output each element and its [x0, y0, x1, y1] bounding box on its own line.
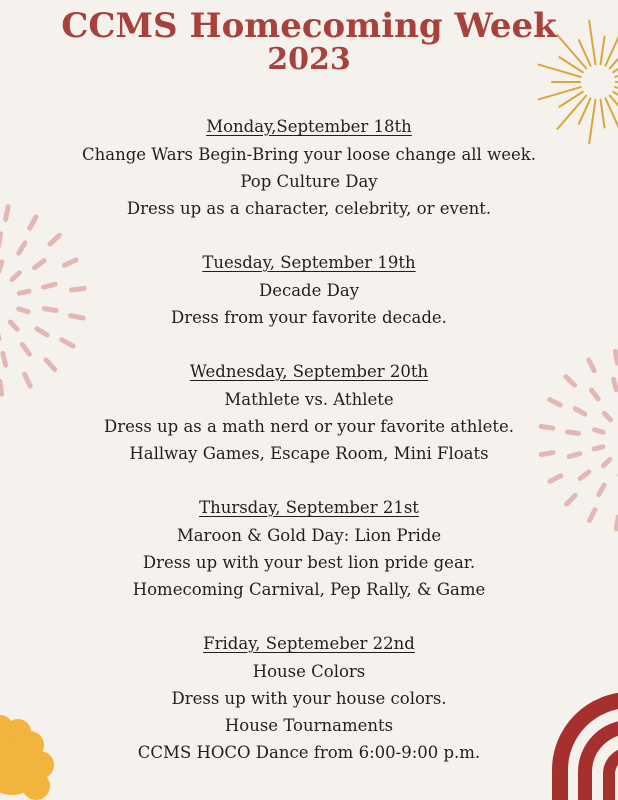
- page-year: 2023: [267, 42, 351, 77]
- day-line: Dress up as a math nerd or your favorite athlete.: [103, 417, 515, 436]
- day-line: Mathlete vs. Athlete: [224, 390, 394, 409]
- day-line: House Tournaments: [224, 716, 394, 735]
- day-heading-wednesday: Wednesday, September 20th: [189, 362, 429, 381]
- day-heading-thursday: Thursday, September 21st: [199, 498, 419, 517]
- day-line: Dress up with your best lion pride gear.: [142, 553, 476, 572]
- day-heading-monday: Monday,September 18th: [206, 117, 412, 136]
- day-line: Dress up as a character, celebrity, or event.: [126, 199, 492, 218]
- day-heading-friday: Friday, Septemeber 22nd: [203, 634, 415, 653]
- day-line: Change Wars Begin-Bring your loose change all week.: [82, 145, 536, 164]
- day-line: Hallway Games, Escape Room, Mini Floats: [129, 444, 489, 463]
- day-line: Dress up with your house colors.: [171, 689, 447, 708]
- day-line: CCMS HOCO Dance from 6:00-9:00 p.m.: [137, 743, 481, 762]
- day-line: Dress from your favorite decade.: [171, 308, 447, 327]
- day-line: Pop Culture Day: [240, 172, 378, 191]
- day-line: House Colors: [252, 662, 366, 681]
- day-line: Decade Day: [258, 281, 360, 300]
- day-heading-tuesday: Tuesday, September 19th: [202, 253, 416, 272]
- page-title: CCMS Homecoming Week: [61, 6, 557, 46]
- day-line: Maroon & Gold Day: Lion Pride: [176, 526, 442, 545]
- day-line: Homecoming Carnival, Pep Rally, & Game: [132, 580, 486, 599]
